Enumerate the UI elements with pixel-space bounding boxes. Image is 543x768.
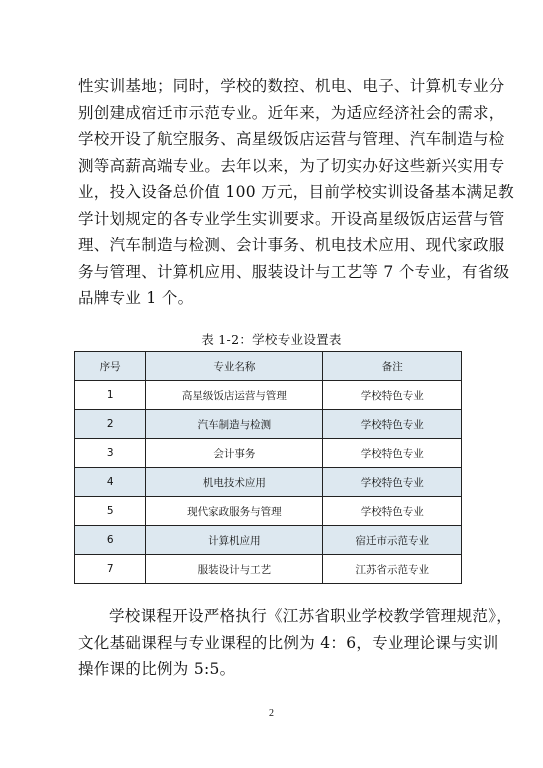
- row-index: 7: [75, 555, 146, 584]
- row-major-name: 高星级饭店运营与管理: [146, 381, 323, 410]
- paragraph-line: 务与管理、计算机应用、服装设计与工艺等 7 个专业，有省级: [78, 262, 510, 281]
- row-remarks: 学校特色专业: [323, 381, 462, 410]
- paragraph-line: 学校课程开设严格执行《江苏省职业学校教学管理规范》，: [109, 607, 513, 625]
- row-major-name: 服装设计与工艺: [146, 555, 323, 584]
- body-paragraph-1: [78, 73, 514, 312]
- table-row: [75, 497, 462, 526]
- table-header-row: [75, 352, 462, 381]
- row-index: 3: [75, 439, 146, 468]
- table-caption: 表 1-2：学校专业设置表: [201, 332, 342, 347]
- row-remarks: 学校特色专业: [323, 497, 462, 526]
- table-row: [75, 555, 462, 584]
- row-major-name: 计算机应用: [146, 526, 323, 555]
- row-major-name: 汽车制造与检测: [146, 410, 323, 439]
- column-header-major-name: 专业名称: [146, 352, 323, 381]
- table-row: [75, 468, 462, 497]
- row-remarks: 学校特色专业: [323, 439, 462, 468]
- paragraph-line: 学计划规定的各专业学生实训要求。开设高星级饭店运营与管: [78, 209, 505, 228]
- paragraph-line: 文化基础课程与专业课程的比例为 4：6，专业理论课与实训: [78, 633, 499, 652]
- row-index: 1: [75, 381, 146, 410]
- majors-table: [74, 351, 462, 584]
- row-index: 5: [75, 497, 146, 526]
- row-remarks: 学校特色专业: [323, 468, 462, 497]
- paragraph-line: 品牌专业 1 个。: [78, 289, 194, 307]
- row-index: 4: [75, 468, 146, 497]
- row-major-name: 现代家政服务与管理: [146, 497, 323, 526]
- row-index: 6: [75, 526, 146, 555]
- table-row: [75, 410, 462, 439]
- paragraph-line: 操作课的比例为 5:5。: [78, 660, 236, 678]
- row-index: 2: [75, 410, 146, 439]
- paragraph-line: 理、汽车制造与检测、会计事务、机电技术应用、现代家政服: [78, 236, 505, 254]
- paragraph-line: 性实训基地；同时，学校的数控、机电、电子、计算机专业分: [78, 77, 505, 95]
- row-remarks: 宿迁市示范专业: [323, 526, 462, 555]
- page-number: 2: [269, 708, 274, 719]
- row-remarks: 江苏省示范专业: [323, 555, 462, 584]
- table-row: [75, 439, 462, 468]
- table-row: [75, 381, 462, 410]
- paragraph-line: 测等高薪高端专业。去年以来，为了切实办好这些新兴实用专: [78, 156, 505, 175]
- column-header-index: 序号: [75, 352, 146, 381]
- row-major-name: 会计事务: [146, 439, 323, 468]
- row-major-name: 机电技术应用: [146, 468, 323, 497]
- row-remarks: 学校特色专业: [323, 410, 462, 439]
- table-row: [75, 526, 462, 555]
- paragraph-line: 别创建成宿迁市示范专业。近年来，为适应经济社会的需求，: [78, 103, 505, 122]
- column-header-remarks: 备注: [323, 352, 462, 381]
- body-paragraph-2: [78, 603, 513, 683]
- paragraph-line: 业，投入设备总价值 100 万元，目前学校实训设备基本满足教: [78, 183, 514, 201]
- paragraph-line: 学校开设了航空服务、高星级饭店运营与管理、汽车制造与检: [78, 130, 505, 148]
